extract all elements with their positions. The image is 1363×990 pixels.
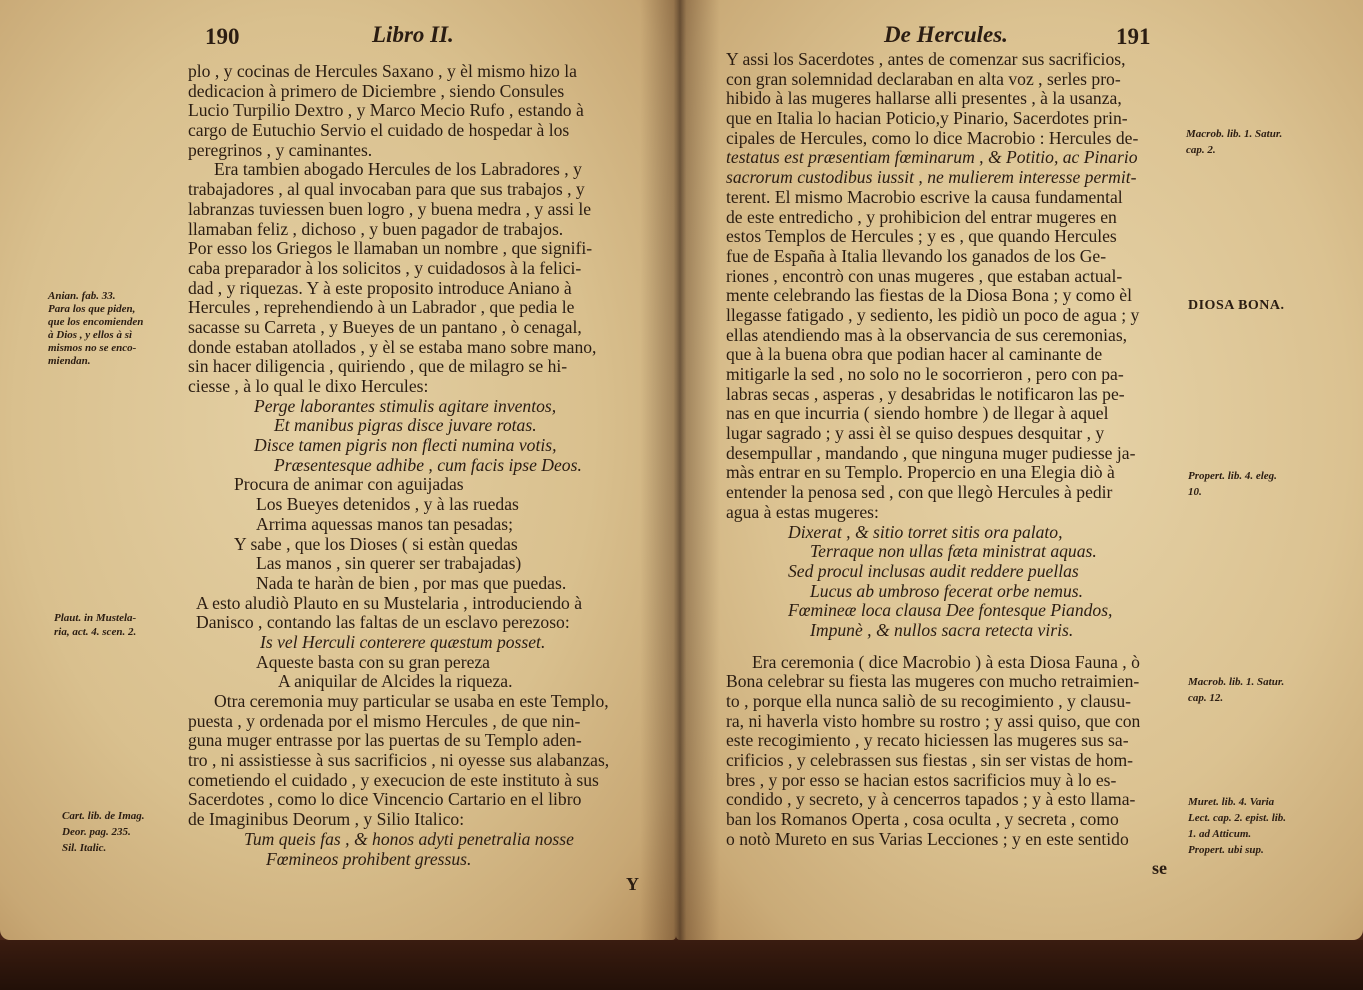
text-line: nas en que incurria ( siendo hombre ) de llegar à aquel	[726, 403, 1109, 424]
verse-line: Tum queis fas , & honos adyti penetralia nosse	[244, 828, 574, 849]
text-line: estos Templos de Hercules ; y es , que quando Hercules	[726, 226, 1117, 247]
text-line: trabajadores , al qual invocaban para que sus trabajos , y	[188, 179, 585, 200]
text-line: desempullar , mandando , que ninguna muger pudiesse ja-	[726, 442, 1136, 463]
text-line: màs entrar en su Templo. Propercio en una Elegia diò à	[726, 462, 1115, 483]
text-line: de Imaginibus Deorum , y Silio Italico:	[188, 809, 465, 830]
verse-line: Las manos , sin querer ser trabajadas)	[256, 553, 522, 574]
verse-line: Terraque non ullas fæta ministrat aquas.	[810, 541, 1097, 562]
text-line: lugar sagrado ; y assi èl se quiso despues desquitar , y	[726, 423, 1105, 444]
text-line: cipales de Hercules, como lo dice Macrobio : Hercules de-	[726, 127, 1139, 148]
text-line: mente celebrando las fiestas de la Diosa Bona ; y como èl	[726, 285, 1132, 306]
table-surface	[0, 940, 1363, 990]
text-line: ra, ni haverla visto hombre su rostro ; y assi quiso, que con	[726, 710, 1141, 731]
text-line: labras secas , asperas , y desabridas le notificaron las pe-	[726, 383, 1125, 404]
text-line: que à la buena obra que podian hacer al caminante de	[726, 344, 1103, 365]
verse-line: Arrima aquessas manos tan pesadas;	[256, 513, 513, 534]
text-line: Era ceremonia ( dice Macrobio ) à esta Diosa Fauna , ò	[752, 651, 1140, 672]
text-line: con gran solemnidad declaraban en alta voz , serles pro-	[726, 68, 1121, 89]
right-page-number: 191	[1116, 24, 1151, 49]
text-line: sacrorum custodibus iussit , ne mulierem interesse permit-	[726, 167, 1137, 188]
verse-line: Is vel Herculi conterere quæstum posset.	[260, 631, 546, 652]
right-running-head: De Hercules.	[884, 22, 1008, 47]
left-page	[0, 0, 676, 940]
text-line: ellas atendiendo mas à la observancia de sus ceremonias,	[726, 324, 1128, 345]
verse-line: A aniquilar de Alcides la riqueza.	[278, 671, 513, 692]
text-line: bres , y por esso se hacian estos sacrificios muy à lo es-	[726, 769, 1117, 790]
text-line: riones , encontrò con unas mugeres , que estaban actual-	[726, 265, 1123, 286]
right-margin-note-propercio: Propert. lib. 4. eleg. 10.	[1188, 470, 1277, 498]
verse-line: Procura de animar con aguijadas	[234, 474, 464, 495]
text-line: dad , y riquezas. Y à este proposito introduce Aniano à	[188, 277, 572, 298]
text-line: Hercules , reprehendiendo à un Labrador , que pedia le	[188, 297, 575, 318]
text-line: condido , y secreto, y à cencerros tapados ; y à esto llama-	[726, 789, 1136, 810]
right-margin-note-mureto: Muret. lib. 4. Varia Lect. cap. 2. epist. lib. 1. ad Atticum. Propert. ubi sup.	[1188, 796, 1287, 856]
text-line: sacasse su Carreta , y Bueyes de un pantano , ò cenagal,	[188, 316, 582, 337]
text-line: sin hacer diligencia , quiriendo , que de milagro se hi-	[188, 356, 568, 377]
verse-line: Lucus ab umbroso fecerat orbe nemus.	[810, 580, 1084, 601]
verse-line: Los Bueyes detenidos , y à las ruedas	[256, 494, 519, 515]
verse-line: Perge laborantes stimulis agitare inventos,	[254, 395, 557, 416]
text-line: Danisco , contando las faltas de un esclavo perezoso:	[196, 612, 570, 633]
verse-line: Sed procul inclusas audit reddere puellas	[788, 560, 1079, 581]
verse-line: Nada te haràn de bien , por mas que puedas.	[256, 572, 567, 593]
text-line: Sacerdotes , como lo dice Vincencio Cartario en el libro	[188, 789, 582, 810]
text-line: terent. El mismo Macrobio escrive la causa fundamental	[726, 186, 1123, 207]
text-line: fue de España à Italia llevando los ganados de los Ge-	[726, 245, 1107, 266]
verse-line: Et manibus pigras disce juvare rotas.	[274, 415, 537, 436]
verse-line: Aqueste basta con su gran pereza	[256, 651, 490, 672]
right-margin-note-macrobio-1: Macrob. lib. 1. Satur. cap. 2.	[1186, 128, 1283, 156]
text-line: agua à estas mugeres:	[726, 501, 879, 522]
text-line: que en Italia lo hacian Poticio,y Pinario, Sacerdotes prin-	[726, 108, 1128, 129]
text-line: caba preparador à los solicitos , y cuidadosos à la felici-	[188, 257, 582, 278]
verse-line: Y sabe , que los Dioses ( si estàn quedas	[234, 533, 518, 554]
text-line: testatus est præsentiam fœminarum , & Potitio, ac Pinario	[726, 147, 1138, 168]
verse-line: Præsentesque adhibe , cum facis ipse Deos.	[274, 454, 582, 475]
text-line: llamaban feliz , dichoso , y buen pagador de trabajos.	[188, 218, 564, 239]
left-catchword: Y	[626, 874, 639, 894]
text-line: tro , ni assistiesse à sus sacrificios , ni oyesse sus alabanzas,	[188, 750, 610, 771]
text-line: donde estaban atollados , y èl se estaba mano sobre mano,	[188, 336, 597, 357]
text-line: Por esso los Griegos le llamaban un nombre , que signifi-	[188, 238, 593, 259]
verse-line: Impunè , & nullos sacra retecta viris.	[810, 619, 1074, 640]
left-margin-note-plauto: Plaut. in Mustela- ria, act. 4. scen. 2.	[54, 612, 137, 638]
text-line: hibido à las mugeres hallarse alli presentes , à la usanza,	[726, 88, 1122, 109]
paragraph-gap	[726, 641, 1140, 653]
right-catchword: se	[1152, 858, 1167, 878]
right-margin-note-macrobio-2: Macrob. lib. 1. Satur. cap. 12.	[1188, 676, 1285, 704]
text-line: ciesse , à lo qual le dixo Hercules:	[188, 376, 429, 396]
text-line: ban los Romanos Operta , cosa oculta , y secreta , como	[726, 809, 1119, 830]
verse-line: Fœmineæ loca clausa Dee fontesque Piandos,	[788, 600, 1113, 621]
text-line: llegasse fatigado , y sediento, les pidiò un poco de agua ; y	[726, 304, 1140, 325]
left-margin-note-cartario: Cart. lib. de Imag. Deor. pag. 235. Sil. Italic.	[62, 810, 145, 854]
left-running-head: Libro II.	[372, 22, 454, 47]
text-line: A esto aludiò Plauto en su Mustelaria , introduciendo à	[196, 592, 583, 613]
verse-line: Dixerat , & sitio torret sitis ora palato,	[788, 521, 1063, 542]
verse-line: Fœmineos prohibent gressus.	[266, 848, 472, 869]
text-line: puesta , y ordenada por el mismo Hercules , de que nin-	[188, 710, 581, 731]
text-line: plo , y cocinas de Hercules Saxano , y èl mismo hizo la	[188, 61, 577, 81]
text-line: de este entredicho , y prohibicion del entrar mugeres en	[726, 206, 1117, 227]
left-page-number: 190	[205, 24, 240, 49]
left-body-text	[188, 62, 609, 869]
text-line: este recogimiento , y recato hiciessen las mugeres sus sa-	[726, 730, 1129, 751]
text-line: Bona celebrar su fiesta las mugeres con mucho retraimien-	[726, 671, 1140, 692]
text-line: to , porque ella nunca saliò de su recogimiento , y clausu-	[726, 691, 1132, 711]
text-line: Lucio Turpilio Dextro , y Marco Mecio Rufo , estando à	[188, 100, 584, 121]
text-line: Era tambien abogado Hercules de los Labradores , y	[214, 159, 582, 180]
text-line: o notò Mureto en sus Varias Lecciones ; y en este sentido	[726, 828, 1129, 849]
right-page	[676, 0, 1363, 940]
text-line: crificios , y celebrassen sus fiestas , sin ser vistas de hom-	[726, 750, 1134, 771]
text-line: Otra ceremonia muy particular se usaba en este Templo,	[214, 691, 609, 711]
verse-line: Disce tamen pigris non flecti numina votis,	[254, 435, 557, 456]
text-line: cometiendo el cuidado , y execucion de este instituto à sus	[188, 769, 599, 790]
text-line: entender la penosa sed , con que llegò Hercules à pedir	[726, 482, 1113, 503]
text-line: dedicacion à primero de Diciembre , siendo Consules	[188, 80, 565, 101]
right-body-text	[726, 50, 1140, 850]
text-line: Y assi los Sacerdotes , antes de comenzar sus sacrificios,	[726, 49, 1126, 69]
left-margin-note-aniano: Anian. fab. 33. Para los que piden, que los encomienden à Dios , y ellos à sì mismos no se enco- miendan.	[48, 290, 144, 367]
text-line: peregrinos , y caminantes.	[188, 139, 373, 160]
text-line: labranzas tuviessen buen logro , y buena medra , y assi le	[188, 198, 592, 219]
text-line: guna muger entrasse por las puertas de su Templo aden-	[188, 730, 582, 751]
text-line: mitigarle la sed , no solo no le socorrieron , pero con pa-	[726, 364, 1124, 384]
side-heading-diosa-bona: DIOSA BONA.	[1188, 298, 1285, 313]
text-line: cargo de Eutuchio Servio el cuidado de hospedar à los	[188, 120, 570, 141]
